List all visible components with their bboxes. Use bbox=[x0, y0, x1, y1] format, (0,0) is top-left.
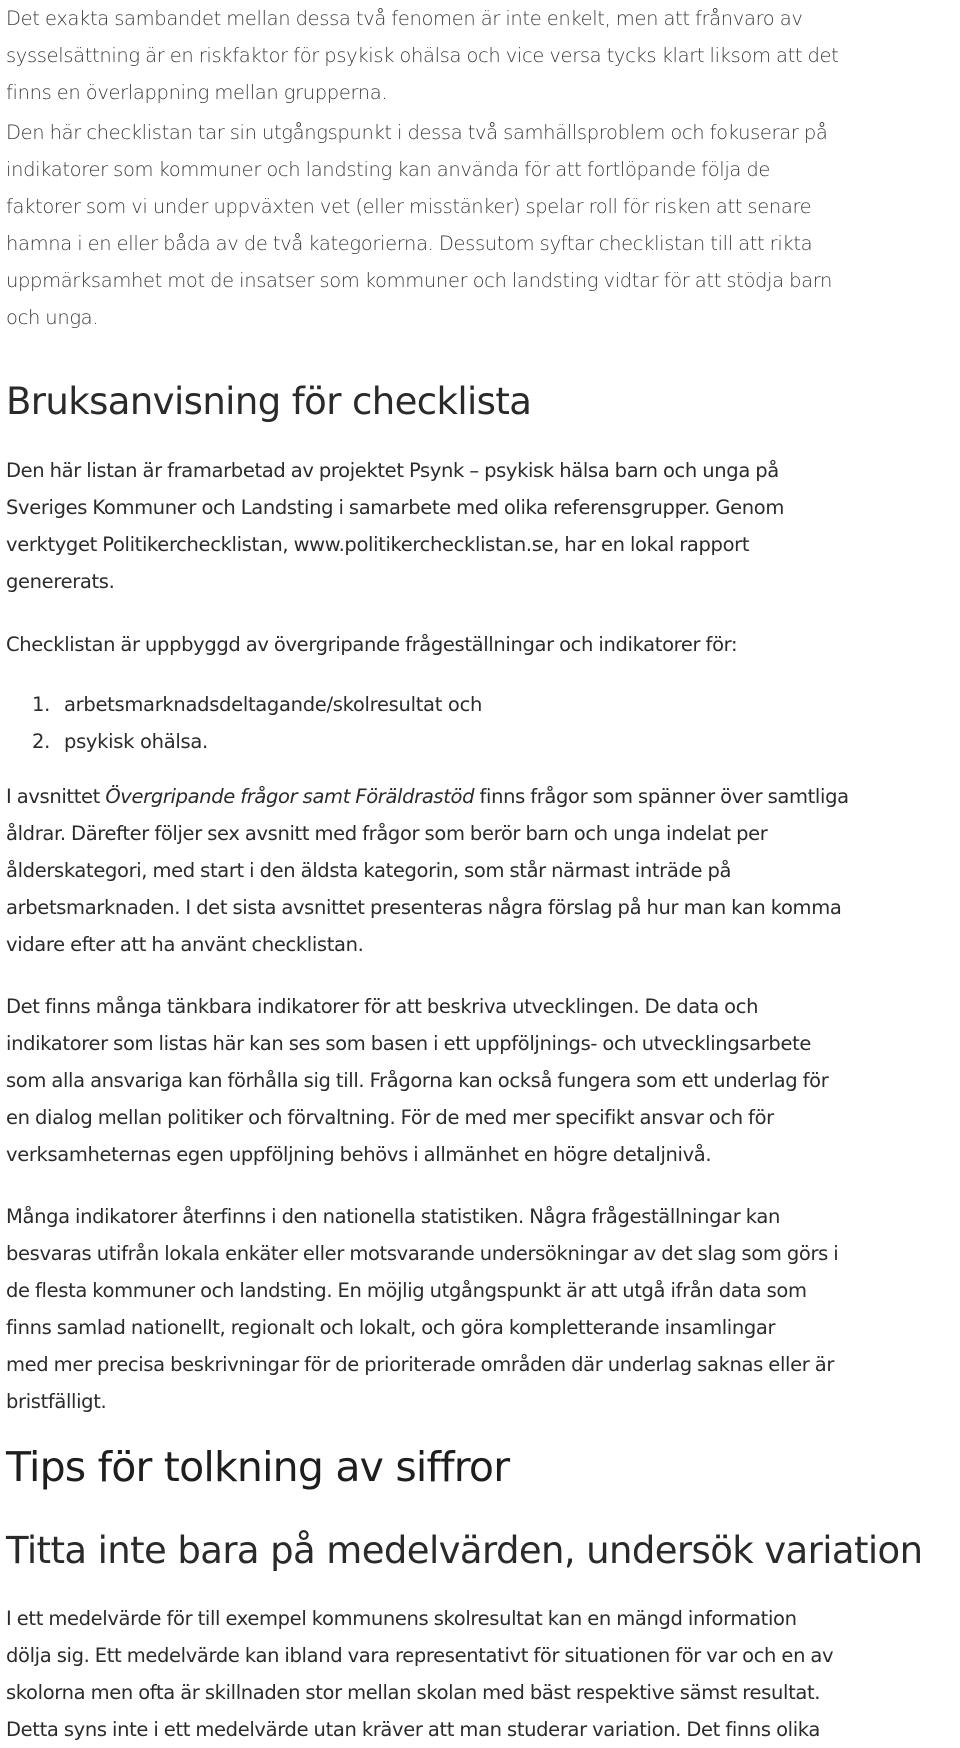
text-line: Detta syns inte i ett medelvärde utan kräver att man studerar variation. Det finns olika bbox=[6, 1718, 821, 1741]
text-line: vidare efter att ha använt checklistan. bbox=[6, 933, 364, 956]
list-item bbox=[6, 686, 956, 723]
subheading-variation: Titta inte bara på medelvärden, undersök variation bbox=[6, 1529, 923, 1572]
intro-paragraph bbox=[6, 0, 956, 111]
text-line: hamna i en eller båda av de två kategorierna. Dessutom syftar checklistan till att rikta bbox=[6, 232, 813, 255]
text-line: bristfälligt. bbox=[6, 1390, 107, 1413]
text-line: Det exakta sambandet mellan dessa två fenomen är inte enkelt, men att frånvaro av bbox=[6, 7, 803, 30]
list-text: psykisk ohälsa. bbox=[64, 730, 208, 753]
text-line: uppmärksamhet mot de insatser som kommuner och landsting vidtar för att stödja barn bbox=[6, 269, 833, 292]
text-line: besvaras utifrån lokala enkäter eller motsvarande undersökningar av det slag som görs i bbox=[6, 1242, 839, 1265]
text-line: en dialog mellan politiker och förvaltning. För de med mer specifikt ansvar och för bbox=[6, 1106, 774, 1129]
text-line: som alla ansvariga kan förhålla sig till. Frågorna kan också fungera som ett underlag för bbox=[6, 1069, 829, 1092]
text-line: ålderskategori, med start i den äldsta kategorin, som står närmast inträde på bbox=[6, 859, 732, 882]
bruksanvisning-paragraph-3 bbox=[6, 778, 956, 963]
text-run: finns frågor som spänner över samtliga bbox=[474, 785, 849, 808]
checklist-intro-paragraph bbox=[6, 114, 956, 336]
text-line: indikatorer som listas här kan ses som basen i ett uppföljnings- och utvecklingsarbete bbox=[6, 1032, 812, 1055]
text-line: med mer precisa beskrivningar för de prioriterade områden där underlag saknas eller är bbox=[6, 1353, 835, 1376]
text-line: I ett medelvärde för till exempel kommunens skolresultat kan en mängd information bbox=[6, 1607, 797, 1630]
text-line: de flesta kommuner och landsting. En möjlig utgångspunkt är att utgå ifrån data som bbox=[6, 1279, 807, 1302]
list-text: arbetsmarknadsdeltagande/skolresultat och bbox=[64, 693, 483, 716]
text-line: dölja sig. Ett medelvärde kan ibland vara representativt för situationen för var och en av bbox=[6, 1644, 834, 1667]
text-line: verksamheternas egen uppföljning behövs i allmänhet en högre detaljnivå. bbox=[6, 1143, 712, 1166]
text-line: Den här checklistan tar sin utgångspunkt i dessa två samhällsproblem och fokuserar på bbox=[6, 121, 828, 144]
text-run: I avsnittet bbox=[6, 785, 106, 808]
bruksanvisning-paragraph-2: Checklistan är uppbyggd av övergripande frågeställningar och indikatorer för: bbox=[6, 633, 738, 656]
text-line: finns samlad nationellt, regionalt och lokalt, och göra kompletterande insamlingar bbox=[6, 1316, 776, 1339]
text-line: finns en överlappning mellan grupperna. bbox=[6, 81, 388, 104]
text-line: verktyget Politikerchecklistan, www.politikerchecklistan.se, har en lokal rapport bbox=[6, 533, 750, 556]
list-item bbox=[6, 723, 956, 760]
text-line: och unga. bbox=[6, 306, 99, 329]
section-heading-tips: Tips för tolkning av siffror bbox=[6, 1443, 510, 1491]
text-line: indikatorer som kommuner och landsting kan använda för att fortlöpande följa de bbox=[6, 158, 771, 181]
text-line: sysselsättning är en riskfaktor för psykisk ohälsa och vice versa tycks klart liksom att det bbox=[6, 44, 839, 67]
text-line: arbetsmarknaden. I det sista avsnittet presenteras några förslag på hur man kan komma bbox=[6, 896, 842, 919]
text-line: Det finns många tänkbara indikatorer för att beskriva utvecklingen. De data och bbox=[6, 995, 759, 1018]
list-number: 2. bbox=[32, 730, 51, 753]
text-line: faktorer som vi under uppväxten vet (eller misstänker) spelar roll för risken att senare bbox=[6, 195, 812, 218]
section-reference: Övergripande frågor samt Föräldrastöd bbox=[105, 785, 475, 808]
bruksanvisning-paragraph-5 bbox=[6, 1198, 956, 1420]
text-line: genererats. bbox=[6, 570, 115, 593]
tips-paragraph-1 bbox=[6, 1600, 956, 1748]
text-line: Många indikatorer återfinns i den nationella statistiken. Några frågeställningar kan bbox=[6, 1205, 780, 1228]
bruksanvisning-paragraph-1 bbox=[6, 452, 956, 600]
text-line bbox=[6, 778, 956, 815]
numbered-list bbox=[6, 686, 956, 760]
text-line: skolorna men ofta är skillnaden stor mellan skolan med bäst respektive sämst resultat. bbox=[6, 1681, 821, 1704]
text-line: åldrar. Därefter följer sex avsnitt med frågor som berör barn och unga indelat per bbox=[6, 822, 768, 845]
list-number: 1. bbox=[32, 693, 51, 716]
text-line: Den här listan är framarbetad av projektet Psynk – psykisk hälsa barn och unga på bbox=[6, 459, 779, 482]
bruksanvisning-paragraph-4 bbox=[6, 988, 956, 1173]
section-heading-bruksanvisning: Bruksanvisning för checklista bbox=[6, 380, 532, 423]
text-line: Sveriges Kommuner och Landsting i samarbete med olika referensgrupper. Genom bbox=[6, 496, 784, 519]
